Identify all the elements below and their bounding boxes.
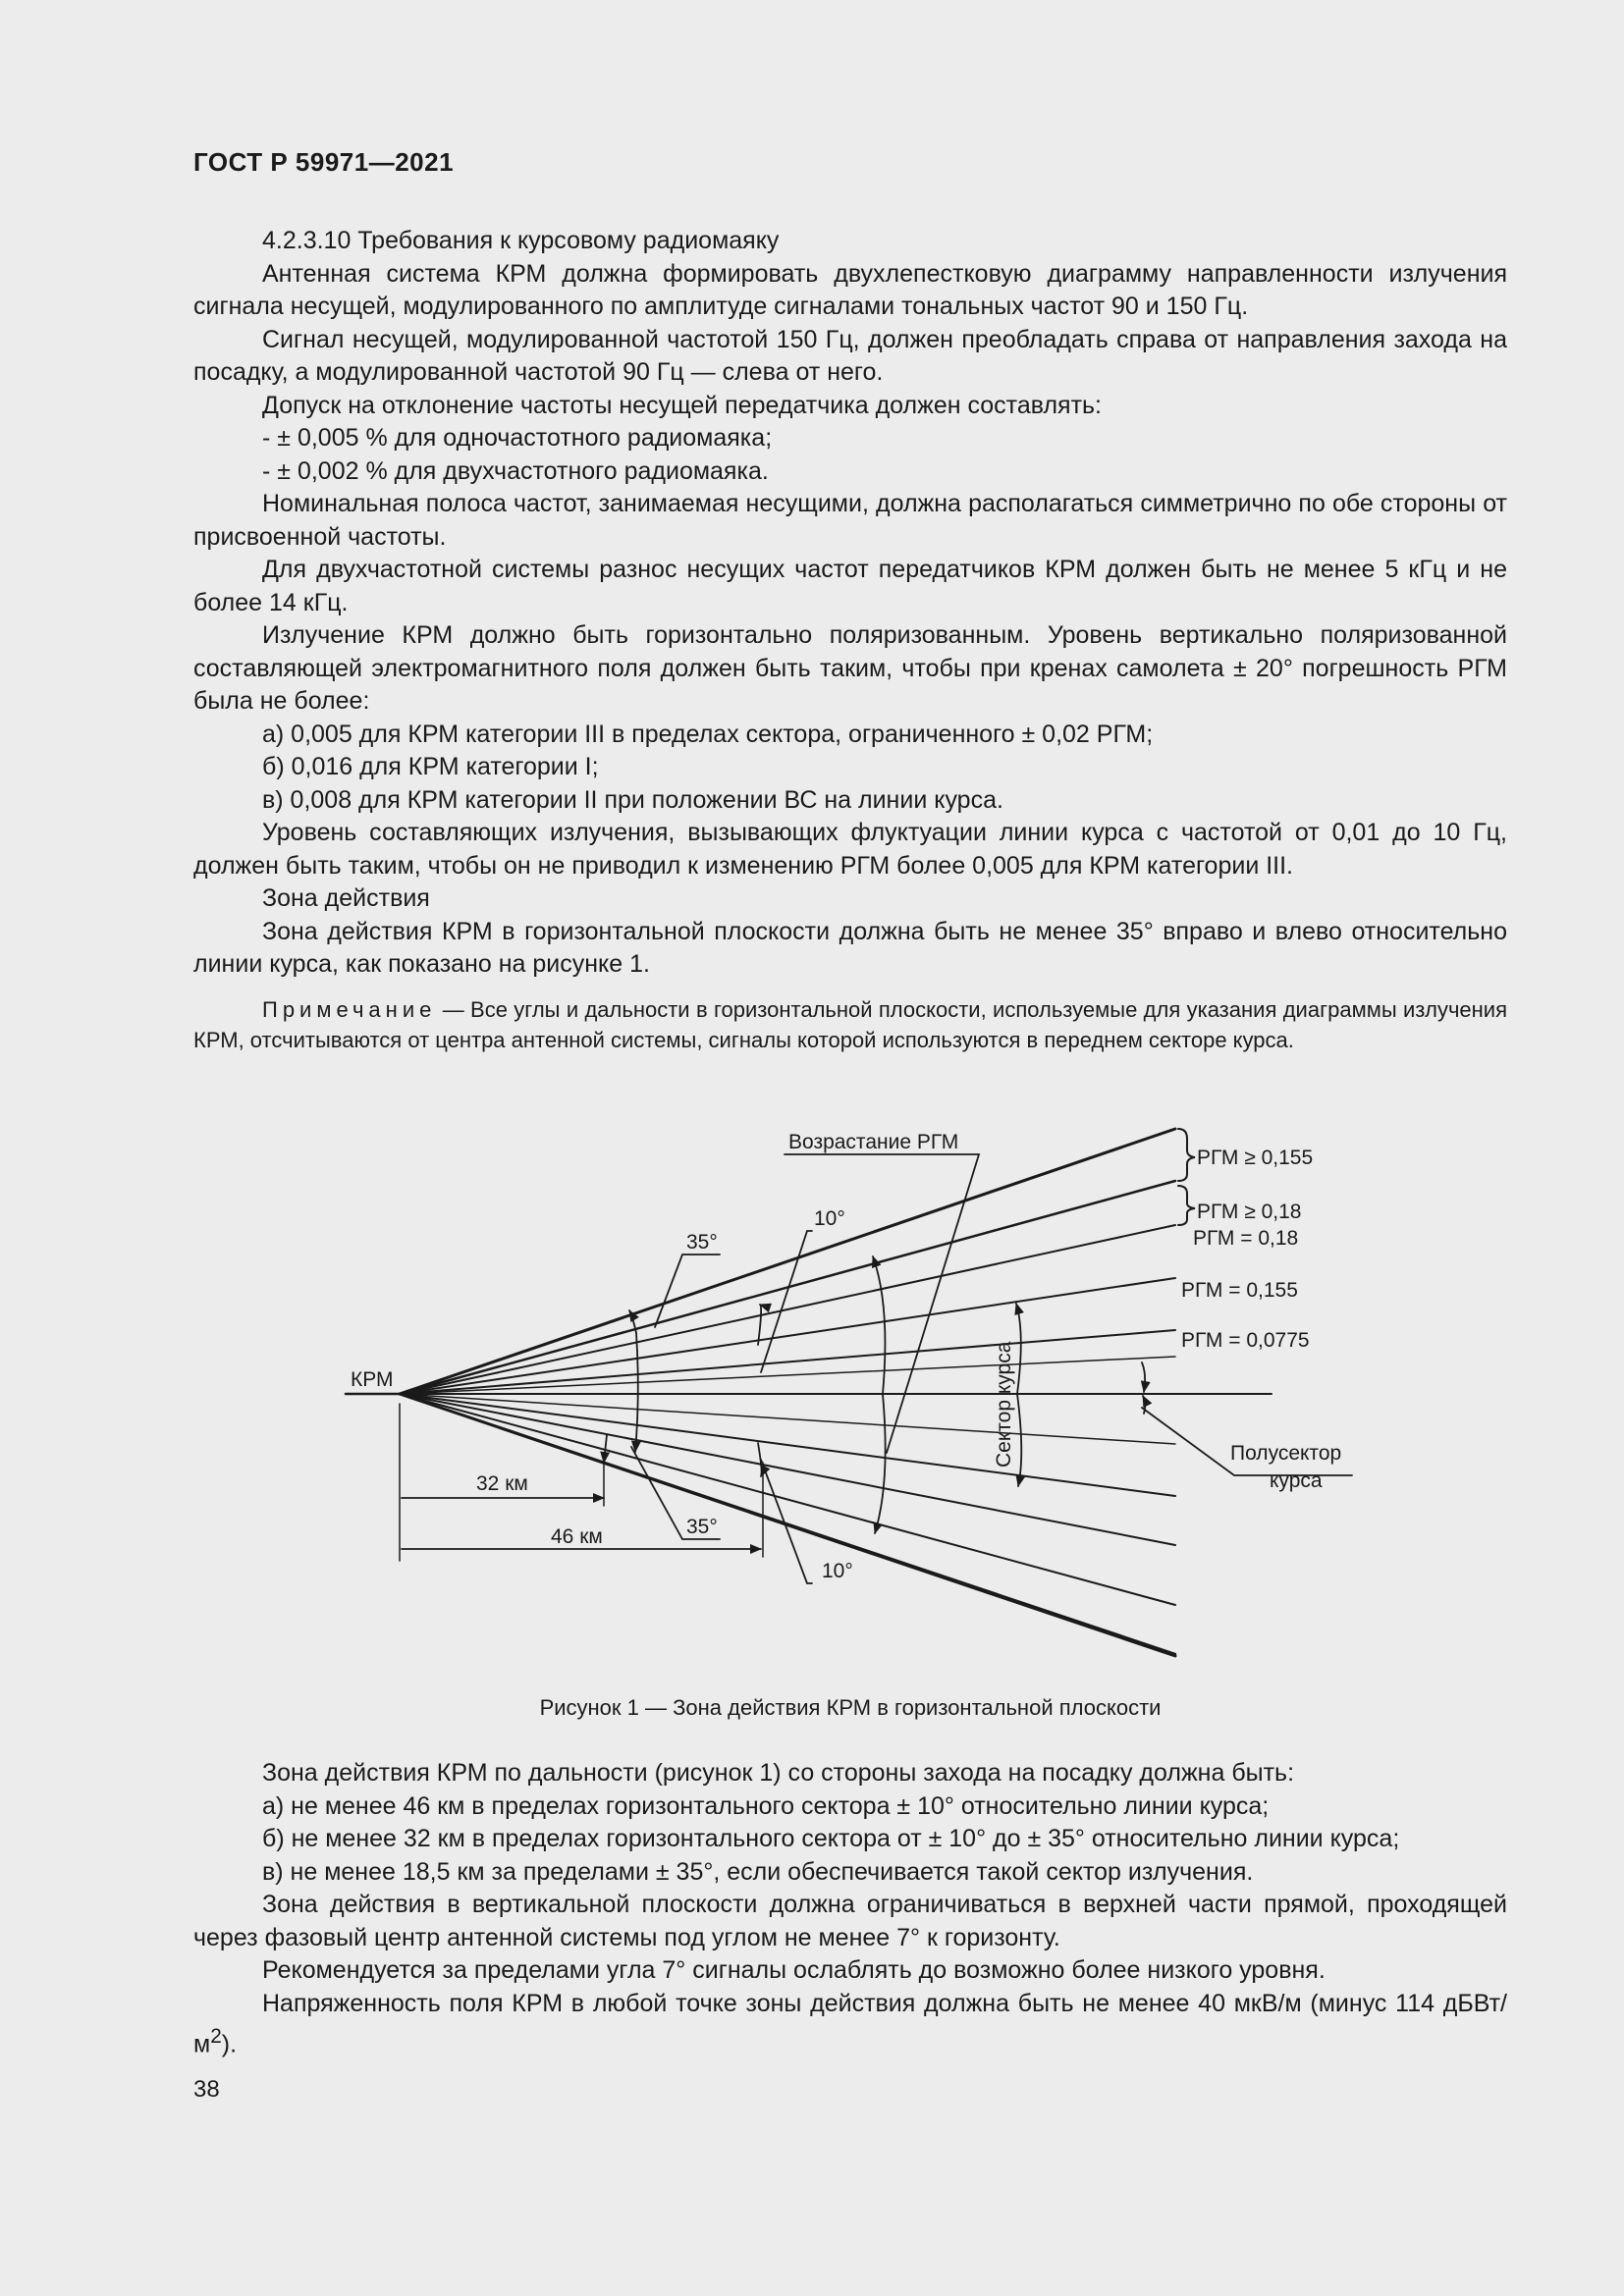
paragraph: Для двухчастотной системы разнос несущих частот передатчиков КРМ должен быть не менее 5 кГц и не более 14 кГц.	[193, 556, 1507, 616]
list-item: - ± 0,005 % для одночастотного радиомаяка;	[262, 424, 773, 452]
arc-10-bottom	[758, 1443, 762, 1476]
brace-rgm-018	[1178, 1186, 1195, 1225]
paragraph: Допуск на отклонение частоты несущей передатчика должен составлять:	[262, 391, 1103, 419]
arc-half-sector	[1142, 1362, 1145, 1392]
ray-upper-35	[400, 1129, 1175, 1394]
main-text-lower	[193, 1757, 1507, 2061]
field-strength-text: Напряженность поля КРМ в любой точке зоны действия должна быть не менее 40 мкВ/м (минус 114 дБВт/м	[193, 1989, 1507, 2058]
note-label: Примечание	[262, 996, 437, 1022]
list-item: в) 0,008 для КРМ категории II при положении ВС на линии курса.	[262, 785, 1003, 814]
paragraph: Уровень составляющих излучения, вызывающих флуктуации линии курса с частотой от 0,01 до 10 Гц, должен быть таким, чтобы он не приводил к изменению РГМ более 0,005 для КРМ категории III.	[193, 819, 1507, 880]
label-course-sector: Сектор курса	[993, 1341, 1015, 1468]
label-dist-46: 46 км	[551, 1525, 603, 1548]
label-dist-32: 32 км	[476, 1472, 528, 1495]
paragraph: Рекомендуется за пределами угла 7° сигналы ослаблять до возможно более низкого уровня.	[262, 1956, 1326, 1984]
arc-half-sector-2	[1143, 1396, 1145, 1414]
paragraph: Зона действия КРМ в горизонтальной плоскости должна быть не менее 35° вправо и влево относительно линии курса, как показано на рисунке 1.	[193, 917, 1507, 978]
ray-lower-3	[400, 1394, 1175, 1605]
note	[193, 994, 1507, 1055]
paragraph: Сигнал несущей, модулированной частотой 150 Гц, должен преобладать справа от направления захода на посадку, а модулированной частотой 90 Гц — слева от него.	[193, 325, 1507, 386]
paragraph: Зона действия КРМ по дальности (рисунок 1) со стороны захода на посадку должна быть:	[262, 1759, 1295, 1787]
coverage-diagram-svg	[193, 1109, 1507, 1679]
label-half-sector-2: курса	[1270, 1469, 1323, 1492]
section-heading: 4.2.3.10 Требования к курсовому радиомаяку	[262, 227, 780, 254]
figure-coverage-diagram	[193, 1109, 1507, 1679]
ray-rgm-018	[400, 1225, 1175, 1394]
brace-rgm-0155	[1178, 1129, 1195, 1181]
leader-35-top	[655, 1255, 720, 1327]
leader-10-top	[761, 1231, 812, 1372]
superscript: 2	[210, 2025, 222, 2048]
arc-10-top	[758, 1305, 761, 1345]
arc-rgm-increase	[873, 1256, 885, 1394]
paragraph	[193, 1988, 1507, 2061]
arc-course-sector-2	[1017, 1394, 1021, 1486]
note-text: — Все углы и дальности в горизонтальной плоскости, используемые для указания диаграммы излучения КРМ, отсчитываются от центра антенной системы, сигналы которой используются в переднем секторе курса.	[193, 996, 1507, 1052]
label-angle10-bottom: 10°	[822, 1560, 853, 1582]
list-item: а) не менее 46 км в пределах горизонтального сектора ± 10° относительно линии курса;	[262, 1791, 1270, 1820]
document-header: ГОСТ Р 59971—2021	[193, 147, 455, 177]
list-item: в) не менее 18,5 км за пределами ± 35°, если обеспечивается такой сектор излучения.	[262, 1857, 1254, 1886]
ray-rgm-0155	[400, 1278, 1175, 1394]
label-rgm-ge-018: РГМ ≥ 0,18	[1197, 1201, 1302, 1223]
label-half-sector-1: Полусектор	[1230, 1442, 1342, 1465]
figure-caption: Рисунок 1 — Зона действия КРМ в горизонтальной плоскости	[539, 1695, 1162, 1720]
arc-course-sector	[1016, 1304, 1021, 1394]
list-item: а) 0,005 для КРМ категории III в пределах сектора, ограниченного ± 0,02 РГМ;	[262, 720, 1154, 748]
label-rgm-eq-00775: РГМ = 0,0775	[1181, 1329, 1310, 1352]
ray-lower-35	[400, 1394, 1175, 1656]
paragraph: Антенная система КРМ должна формировать двухлепестковую диаграмму направленности излучения сигнала несущей, модулированного по амплитуде сигналами тональных частот 90 и 150 Гц.	[193, 259, 1507, 320]
label-angle35-top: 35°	[686, 1231, 718, 1254]
label-krm: КРМ	[351, 1368, 394, 1391]
main-text-upper	[193, 225, 1507, 1055]
arc-35-top	[635, 1333, 638, 1452]
label-rgm-eq-0155: РГМ = 0,155	[1181, 1279, 1298, 1302]
label-rgm-ge-0155: РГМ ≥ 0,155	[1197, 1147, 1314, 1169]
label-angle10-top: 10°	[814, 1207, 845, 1230]
ray-lower-2	[400, 1394, 1175, 1545]
page-number: 38	[193, 2076, 220, 2103]
list-item: б) не менее 32 км в пределах горизонтального сектора от ± 10° до ± 35° относительно линии курса;	[262, 1825, 1400, 1852]
list-item: - ± 0,002 % для двухчастотного радиомаяка.	[262, 456, 769, 485]
subheading: Зона действия	[262, 884, 430, 912]
paragraph: Номинальная полоса частот, занимаемая несущими, должна располагаться симметрично по обе стороны от присвоенной частоты.	[193, 490, 1507, 551]
label-angle35-bottom: 35°	[686, 1516, 718, 1538]
ray-lower-6	[400, 1394, 1175, 1444]
label-rgm-increase: Возрастание РГМ	[788, 1131, 959, 1153]
list-item: б) 0,016 для КРМ категории I;	[262, 753, 599, 780]
leader-10-bottom	[761, 1460, 812, 1583]
paragraph: Излучение КРМ должно быть горизонтально поляризованным. Уровень вертикально поляризованной составляющей электромагнитного поля должен быть таким, чтобы при кренах самолета ± 20° погрешность РГМ была не более:	[193, 621, 1507, 715]
closing-text: ).	[221, 2030, 238, 2058]
label-rgm-eq-018: РГМ = 0,18	[1193, 1227, 1299, 1250]
paragraph: Зона действия в вертикальной плоскости должна ограничиваться в верхней части прямой, проходящей через фазовый центр антенной системы под углом не менее 7° к горизонту.	[193, 1891, 1507, 1951]
arc-rgm-increase-2	[875, 1394, 886, 1533]
